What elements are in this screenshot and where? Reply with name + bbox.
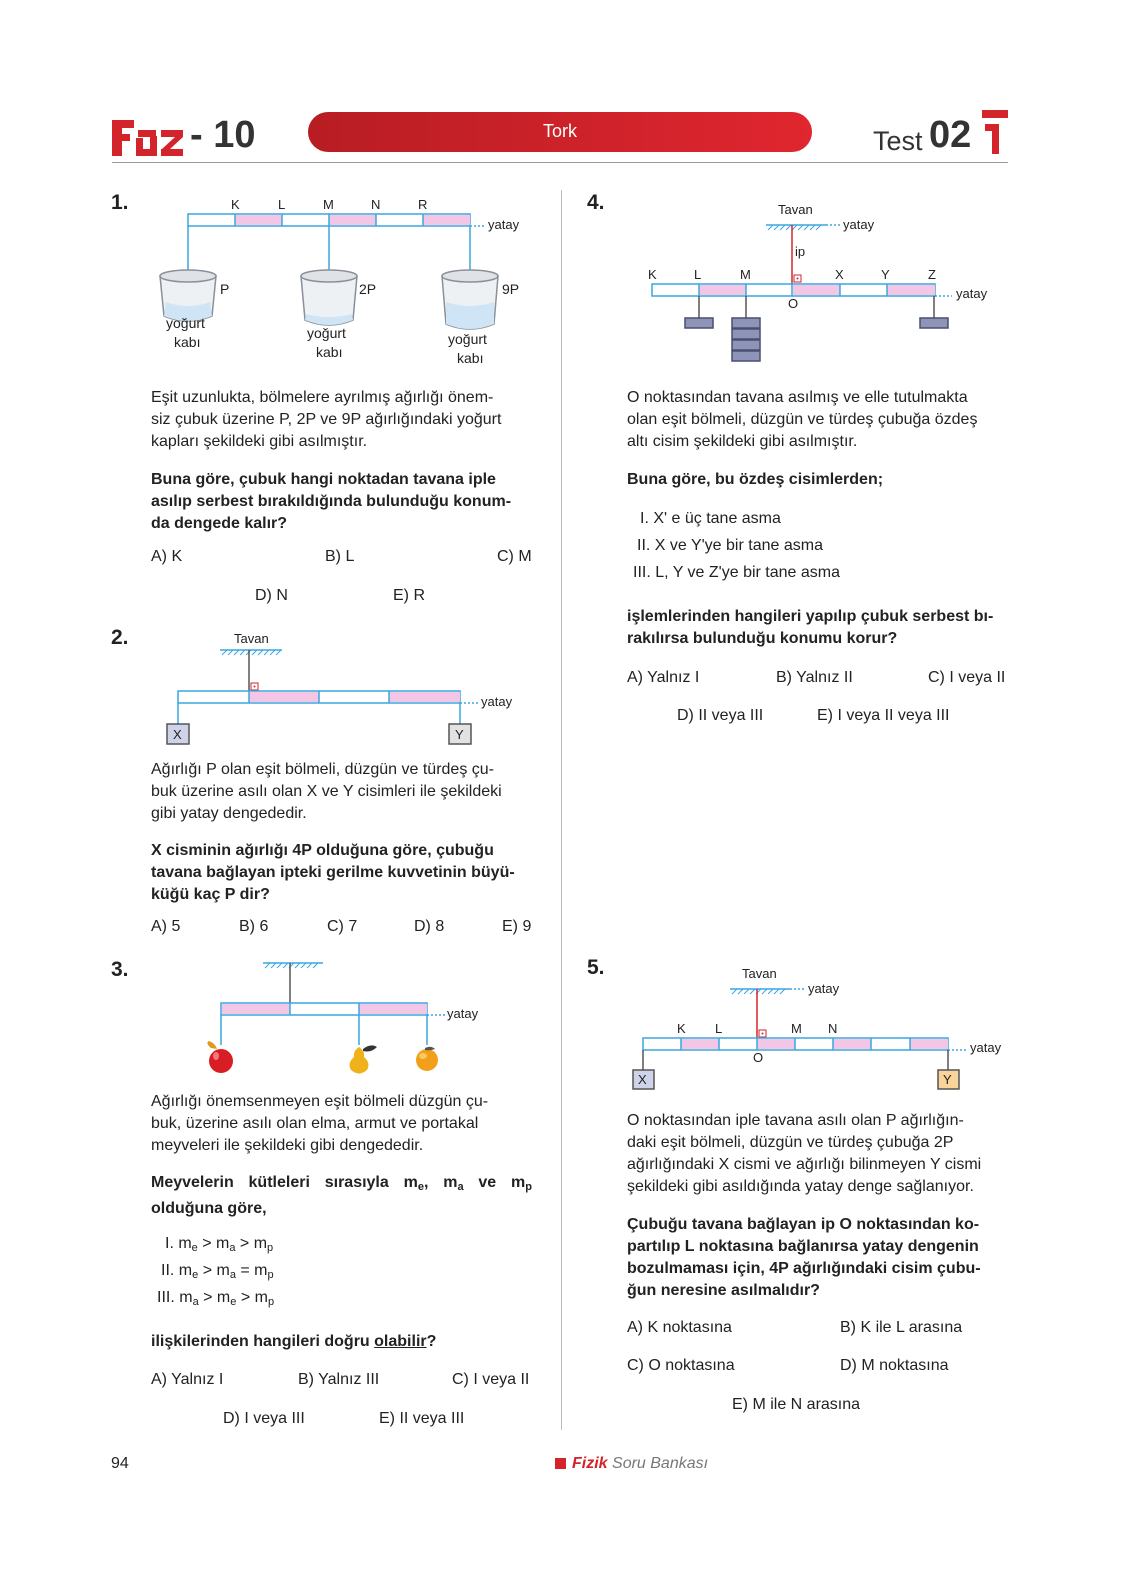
q2-question-line: tavana bağlayan ipteki gerilme kuvvetinin büyü- [151, 864, 515, 881]
q4-statement-3: III. L, Y ve Z'ye bir tane asma [633, 564, 841, 581]
q2-option-c[interactable]: C) 7 [327, 918, 358, 935]
q1-figure [150, 190, 560, 380]
q1-weight-2p: 2P [359, 281, 377, 297]
q1-question-line: da dengede kalır? [151, 515, 288, 532]
q5-body-y: Y [943, 1072, 952, 1087]
q3-statement-2-roman: II. [161, 1262, 175, 1279]
q4-ceiling-label: Tavan [778, 202, 813, 217]
q3-option-e[interactable]: E) II veya III [379, 1410, 465, 1427]
q3-final-mark: ? [426, 1333, 437, 1350]
q3-question: Meyvelerin kütleleri sırasıyla $m_e$, $m_a$ ve $m_p$ olduğuna göre, [151, 1174, 532, 1217]
q3-horizontal-label: yatay [447, 1006, 479, 1021]
q1-option-e[interactable]: E) R [393, 587, 425, 604]
q5-figure [630, 962, 1010, 1092]
q4-option-b[interactable]: B) Yalnız II [776, 669, 853, 686]
q3-apple [207, 1041, 233, 1073]
q1-number: 1. [111, 191, 129, 214]
q5-stem-line: daki eşit bölmeli, düzgün ve türdeş çubuğa 2P [627, 1134, 954, 1151]
q4-stem-line: olan eşit bölmeli, düzgün ve türdeş çubuğa özdeş [627, 411, 978, 428]
q2-stem-line: Ağırlığı P olan eşit bölmeli, düzgün ve türdeş çu- [151, 761, 494, 778]
q4-option-d[interactable]: D) II veya III [677, 707, 764, 724]
q1-stem-line: siz çubuk üzerine P, 2P ve 9P ağırlığındaki yoğurt [151, 411, 502, 428]
q4-point-x: X [835, 267, 844, 282]
q5-point-l: L [715, 1021, 723, 1036]
q5-horizontal-label: yatay [970, 1040, 1002, 1055]
q2-question-line: X cisminin ağırlığı 4P olduğuna göre, çubuğu [151, 842, 494, 859]
q2-option-e[interactable]: E) 9 [502, 918, 532, 935]
test-corner-mark [982, 110, 1008, 154]
q1-cup1-label-1: yoğurt [166, 315, 205, 331]
q4-final-line: rakılırsa bulunduğu konumu korur? [627, 630, 898, 647]
q4-stem-line: O noktasından tavana asılmış ve elle tutulmakta [627, 389, 968, 406]
q3-option-b[interactable]: B) Yalnız III [298, 1371, 380, 1388]
q5-option-b[interactable]: B) K ile L arasına [840, 1319, 963, 1336]
q3-statement-1-roman: I. [165, 1235, 174, 1252]
q3-number: 3. [111, 958, 129, 981]
q2-body-y: Y [455, 727, 464, 742]
q1-cup-2 [301, 270, 357, 325]
q5-point-k: K [677, 1021, 686, 1036]
q5-question-line: partılıp L noktasına bağlanırsa yatay dengenin [627, 1238, 979, 1255]
q5-option-a[interactable]: A) K noktasına [627, 1319, 732, 1336]
q4-statement-1: I. X' e üç tane asma [640, 510, 781, 527]
q2-option-b[interactable]: B) 6 [239, 918, 269, 935]
q3-stem-line: buk, üzerine asılı olan elma, armut ve portakal [151, 1115, 479, 1132]
q1-question-line: Buna göre, çubuk hangi noktadan tavana iple [151, 471, 496, 488]
q5-stem-line: şekildeki gibi asıldığında yatay denge sağlanıyor. [627, 1178, 974, 1195]
q4-point-k: K [648, 267, 657, 282]
q1-cup2-label-1: yoğurt [307, 325, 346, 341]
q2-question-line: küğü kaç P dir? [151, 886, 270, 903]
q1-stem-line: kapları şekildeki gibi asılmıştır. [151, 433, 368, 450]
q2-number: 2. [111, 626, 129, 649]
q1-cup-1 [160, 270, 216, 321]
q1-question-line: asılıp serbest bırakıldığında bulunduğu konum- [151, 493, 512, 510]
q2-figure [150, 628, 550, 753]
q2-ceiling-label: Tavan [234, 631, 269, 646]
series-suffix: - 10 [190, 114, 256, 156]
q1-point-r: R [418, 197, 428, 212]
q1-point-k: K [231, 197, 240, 212]
q3-option-c[interactable]: C) I veya II [452, 1371, 530, 1388]
q4-rope-label: ip [795, 244, 806, 259]
q5-stem-line: ağırlığındaki X cismi ve ağırlığı bilinmeyen Y cismi [627, 1156, 982, 1173]
q2-stem [151, 759, 532, 825]
q4-stem [627, 387, 1008, 453]
q5-question [627, 1214, 1008, 1302]
q1-cup2-label-2: kabı [316, 344, 343, 360]
q4-final-line: işlemlerinden hangileri yapılıp çubuk serbest bı- [627, 608, 994, 625]
q3-statement-1: I. $m_e > m_a > m_p$ [165, 1235, 274, 1254]
q4-blocks [685, 318, 948, 361]
q4-horizontal-label: yatay [956, 286, 988, 301]
footer-book: Soru Bankası [612, 1455, 709, 1472]
q1-option-b[interactable]: B) L [325, 548, 355, 565]
q4-stem-line: altı cisim şekildeki gibi asılmıştır. [627, 433, 858, 450]
test-label: Test [873, 126, 923, 156]
q1-question [151, 469, 532, 535]
q5-question-line: bozulmaması için, 4P ağırlığındaki cisim çubu- [627, 1260, 981, 1277]
q4-point-l: L [694, 267, 702, 282]
q5-point-m: M [791, 1021, 802, 1036]
q3-stem-line: Ağırlığı önemsenmeyen eşit bölmeli düzgün çu- [151, 1093, 489, 1110]
q1-cup-3 [442, 270, 498, 329]
q2-stem-line: buk üzerine asılı olan X ve Y cisimleri ile şekildeki [151, 783, 502, 800]
q4-option-e[interactable]: E) I veya II veya III [817, 707, 950, 724]
q4-option-a[interactable]: A) Yalnız I [627, 669, 700, 686]
q5-point-n: N [828, 1021, 838, 1036]
q5-question-line: Çubuğu tavana bağlayan ip O noktasından ko- [627, 1216, 980, 1233]
q4-question: Buna göre, bu özdeş cisimlerden; [627, 471, 884, 488]
q5-stem-line: O noktasından iple tavana asılı olan P ağırlığın- [627, 1112, 964, 1129]
q1-point-m: M [323, 197, 334, 212]
test-number: 02 [929, 114, 972, 156]
column-divider [561, 190, 562, 1430]
q5-ceiling-label: Tavan [742, 966, 777, 981]
q1-option-a[interactable]: A) K [151, 548, 183, 565]
q1-option-d[interactable]: D) N [255, 587, 288, 604]
q3-question-start: Meyvelerin kütleleri sırasıyla m [151, 1174, 418, 1191]
q3-question-end: olduğuna göre, [151, 1200, 267, 1217]
q3-stem-line: meyveleri ile şekildeki gibi dengededir. [151, 1137, 424, 1154]
q1-cup1-label-2: kabı [174, 334, 201, 350]
header [0, 100, 1133, 170]
q1-horizontal-label: yatay [488, 217, 520, 232]
q2-body-x: X [173, 727, 182, 742]
footer-square [555, 1458, 566, 1469]
q2-horizontal-label: yatay [481, 694, 513, 709]
q4-point-m: M [740, 267, 751, 282]
q5-option-e[interactable]: E) M ile N arasına [732, 1396, 861, 1413]
header-rule [112, 162, 1008, 163]
q4-option-c[interactable]: C) I veya II [928, 669, 1006, 686]
q3-statement-3-roman: III. [157, 1289, 175, 1306]
q3-option-d[interactable]: D) I veya III [223, 1410, 305, 1427]
q5-stem [627, 1110, 1008, 1198]
q3-figure [195, 955, 495, 1080]
q5-option-c[interactable]: C) O noktasına [627, 1357, 735, 1374]
q4-number: 4. [587, 191, 605, 214]
footer-title [572, 1455, 708, 1473]
q1-weight-p: P [220, 281, 230, 297]
q5-ceiling-horizontal: yatay [808, 981, 840, 996]
q1-option-c[interactable]: C) M [497, 548, 532, 565]
q5-option-d[interactable]: D) M noktasına [840, 1357, 949, 1374]
q3-pear [350, 1045, 377, 1073]
q5-question-line: ğun neresine asılmalıdır? [627, 1282, 820, 1299]
q5-body-x: X [638, 1072, 647, 1087]
q1-cup3-label-2: kabı [457, 350, 484, 366]
footer-subject: Fizik [572, 1455, 608, 1472]
q4-question-final [627, 606, 1008, 650]
q1-weight-9p: 9P [502, 281, 520, 297]
q1-stem [151, 387, 532, 453]
q2-question [151, 840, 532, 906]
q2-stem-line: gibi yatay dengededir. [151, 805, 307, 822]
q3-question-final [151, 1331, 532, 1353]
q1-point-l: L [278, 197, 286, 212]
q5-pivot-o: O [753, 1050, 764, 1065]
q3-orange [416, 1047, 438, 1071]
q3-final-text: ilişkilerinden hangileri doğru [151, 1333, 375, 1350]
q4-figure [630, 198, 1010, 368]
q4-ceiling-horizontal: yatay [843, 217, 875, 232]
q3-final-underlined: olabilir [374, 1333, 427, 1350]
q4-pivot-o: O [788, 296, 799, 311]
q2-option-a[interactable]: A) 5 [151, 918, 181, 935]
faz-logo [112, 120, 184, 156]
q5-number: 5. [587, 956, 605, 979]
q1-stem-line: Eşit uzunlukta, bölmelere ayrılmış ağırlığı önem- [151, 389, 494, 406]
q4-point-z: Z [928, 267, 936, 282]
q2-option-d[interactable]: D) 8 [414, 918, 445, 935]
q1-cup3-label-1: yoğurt [448, 331, 487, 347]
topic-title: Tork [542, 121, 577, 141]
page-number: 94 [111, 1455, 129, 1472]
q1-point-n: N [371, 197, 381, 212]
q3-statement-2: II. $m_e > m_a = m_p$ [161, 1262, 274, 1281]
q3-option-a[interactable]: A) Yalnız I [151, 1371, 224, 1388]
q3-stem [151, 1091, 532, 1157]
q4-statement-2: II. X ve Y'ye bir tane asma [637, 537, 823, 554]
q4-point-y: Y [881, 267, 890, 282]
q3-statement-3: III. $m_a > m_e > m_p$ [157, 1289, 275, 1308]
